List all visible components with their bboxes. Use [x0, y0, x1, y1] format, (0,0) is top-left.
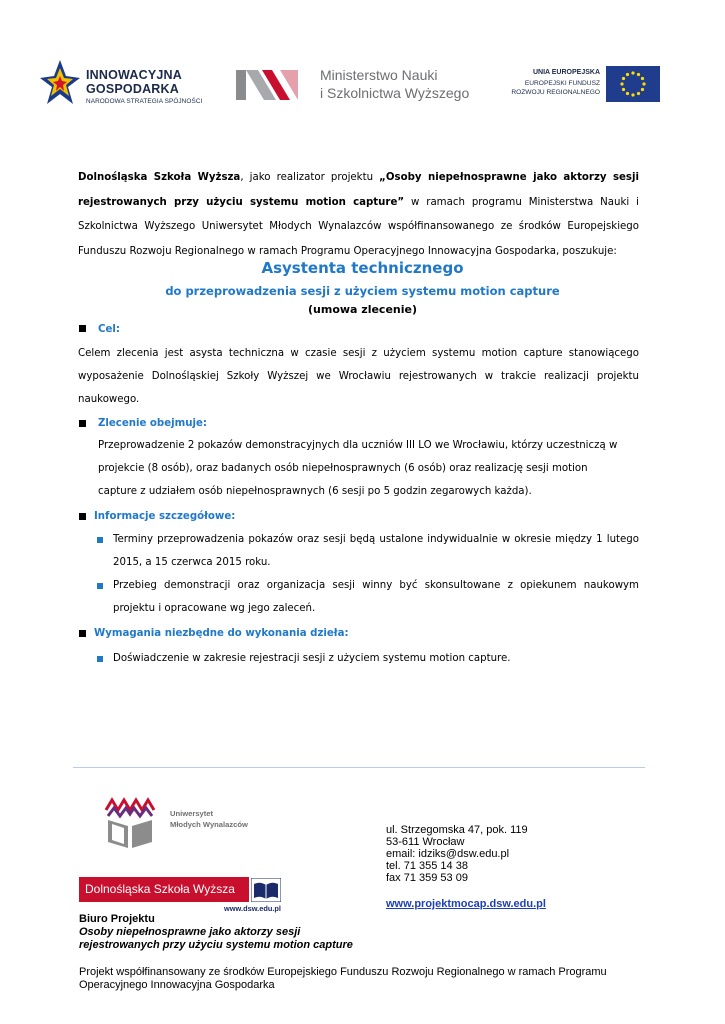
contract-type: (umowa zlecenie) — [308, 303, 417, 316]
ministry-logo — [236, 66, 481, 106]
eu-flag-icon — [606, 66, 660, 102]
ministry-logo-line1: Ministerstwo Nauki — [320, 67, 438, 83]
intro-part1: , jako realizator projektu — [240, 172, 380, 183]
ig-logo-line2: GOSPODARKA — [86, 82, 179, 96]
details-item: Terminy przeprowadzenia pokazów oraz sesji będą ustalone indywidualnie w okresie między 1 lutego 2015, a 15 czerwca 2015 roku. — [113, 534, 639, 568]
contact-block — [386, 824, 528, 884]
project-office-title: Biuro Projektu — [79, 913, 155, 925]
eu-logo — [505, 66, 660, 102]
dsw-logo-name: Dolnośląska Szkoła Wyższa — [85, 882, 235, 896]
section-goal-text: Celem zlecenia jest asysta techniczna w czasie sesji z użyciem systemu motion capture stanowiącego wyposażenie Dolnośląskiej Szkoły Wyższej we Wrocławiu rejestrowanych w trakcie realizacji projektu naukowego. — [78, 348, 639, 405]
intro-org: Dolnośląska Szkoła Wyższa — [78, 172, 241, 183]
bullet-square-icon — [79, 325, 86, 332]
contact-city: 53-611 Wrocław — [386, 836, 465, 849]
contact-street: ul. Strzegomska 47, pok. 119 — [386, 824, 528, 836]
bullet-blue-icon — [97, 583, 103, 589]
project-office-line1: Osoby niepełnosprawne jako aktorzy sesji — [79, 926, 301, 938]
uwm-logo-line1: Uniwersytet — [170, 809, 214, 818]
dsw-logo-www: www.dsw.edu.pl — [224, 904, 281, 913]
section-scope-text: Przeprowadzenie 2 pokazów demonstracyjnych dla uczniów III LO we Wrocławiu, którzy uczestniczą w projekcie (8 osób), oraz badanych osób niepełnosprawnych (6 osób) oraz realizację sesji motion capture z udziałem osób niepełnosprawnych (6 sesji po 5 godzin zegarowych każda). — [98, 440, 618, 497]
project-office — [79, 913, 353, 952]
position-title: Asystenta technicznego — [261, 259, 464, 277]
uwm-logo-line2: Młodych Wynalazców — [170, 820, 248, 829]
bullet-blue-icon — [97, 656, 103, 662]
requirements-item: Doświadczenie w zakresie rejestracji sesji z użyciem systemu motion capture. — [113, 653, 511, 664]
contact-tel: tel. 71 355 14 38 — [386, 860, 468, 873]
eu-logo-line2: EUROPEJSKI FUNDUSZ — [524, 80, 600, 87]
bullet-square-icon — [79, 513, 86, 520]
details-item: Przebieg demonstracji oraz organizacja sesji winny być skonsultowane z opiekunem naukowym projektu i opracowane wg jego zaleceń. — [113, 580, 639, 614]
ministry-mark-icon — [236, 66, 298, 102]
ministry-logo-line2: i Szkolnictwa Wyższego — [320, 85, 470, 101]
ig-logo-line1: INNOWACYJNA — [86, 68, 182, 82]
bullet-square-icon — [79, 420, 86, 427]
contact-fax: fax 71 359 53 09 — [386, 872, 468, 885]
eu-logo-line3: ROZWOJU REGIONALNEGO — [511, 89, 600, 96]
project-website-link[interactable]: www.projektmocap.dsw.edu.pl — [386, 898, 546, 910]
bullet-square-icon — [79, 630, 86, 637]
position-subtitle: do przeprowadzenia sesji z użyciem systemu motion capture — [165, 284, 560, 298]
project-office-line2: rejestrowanych przy użyciu systemu motion capture — [79, 939, 353, 951]
uwm-logo — [104, 796, 274, 852]
innowacyjna-gospodarka-logo — [40, 58, 210, 112]
ig-star-icon — [40, 58, 80, 108]
section-details-title: Informacje szczegółowe: — [94, 511, 236, 522]
dsw-logo — [79, 877, 281, 913]
section-scope-title: Zlecenie obejmuje: — [98, 418, 207, 429]
footer-divider — [73, 767, 645, 768]
uwm-book-icon — [104, 796, 156, 850]
intro-paragraph — [78, 166, 639, 264]
eu-logo-line1: UNIA EUROPEJSKA — [532, 69, 600, 76]
dsw-logo-bar — [79, 877, 249, 902]
dsw-book-icon — [251, 878, 281, 902]
intro-part2: w ramach programu Ministerstwa Nauki i Szkolnictwa Wyższego Uniwersytet Młodych Wynalazców współfinansowanego ze środków Europejskiego Funduszu Rozwoju Regionalnego w ramach Programu Operacyjnego Innowacyjna Gospodarka, poszukuje: — [78, 196, 639, 257]
bullet-blue-icon — [97, 537, 103, 543]
cofinancing-note: Projekt współfinansowany ze środków Europejskiego Funduszu Rozwoju Regionalnego w ramach Programu Operacyjnego Innowacyjna Gospodarka — [79, 966, 607, 991]
section-goal-title: Cel: — [98, 324, 120, 335]
contact-email: email: idziks@dsw.edu.pl — [386, 848, 510, 861]
intro-project: „Osoby niepełnosprawne jako aktorzy sesji rejestrowanych przy użyciu systemu motion capture” — [78, 172, 639, 208]
section-requirements-title: Wymagania niezbędne do wykonania dzieła: — [94, 628, 349, 639]
ig-logo-line3: NARODOWA STRATEGIA SPÓJNOŚCI — [86, 98, 203, 105]
